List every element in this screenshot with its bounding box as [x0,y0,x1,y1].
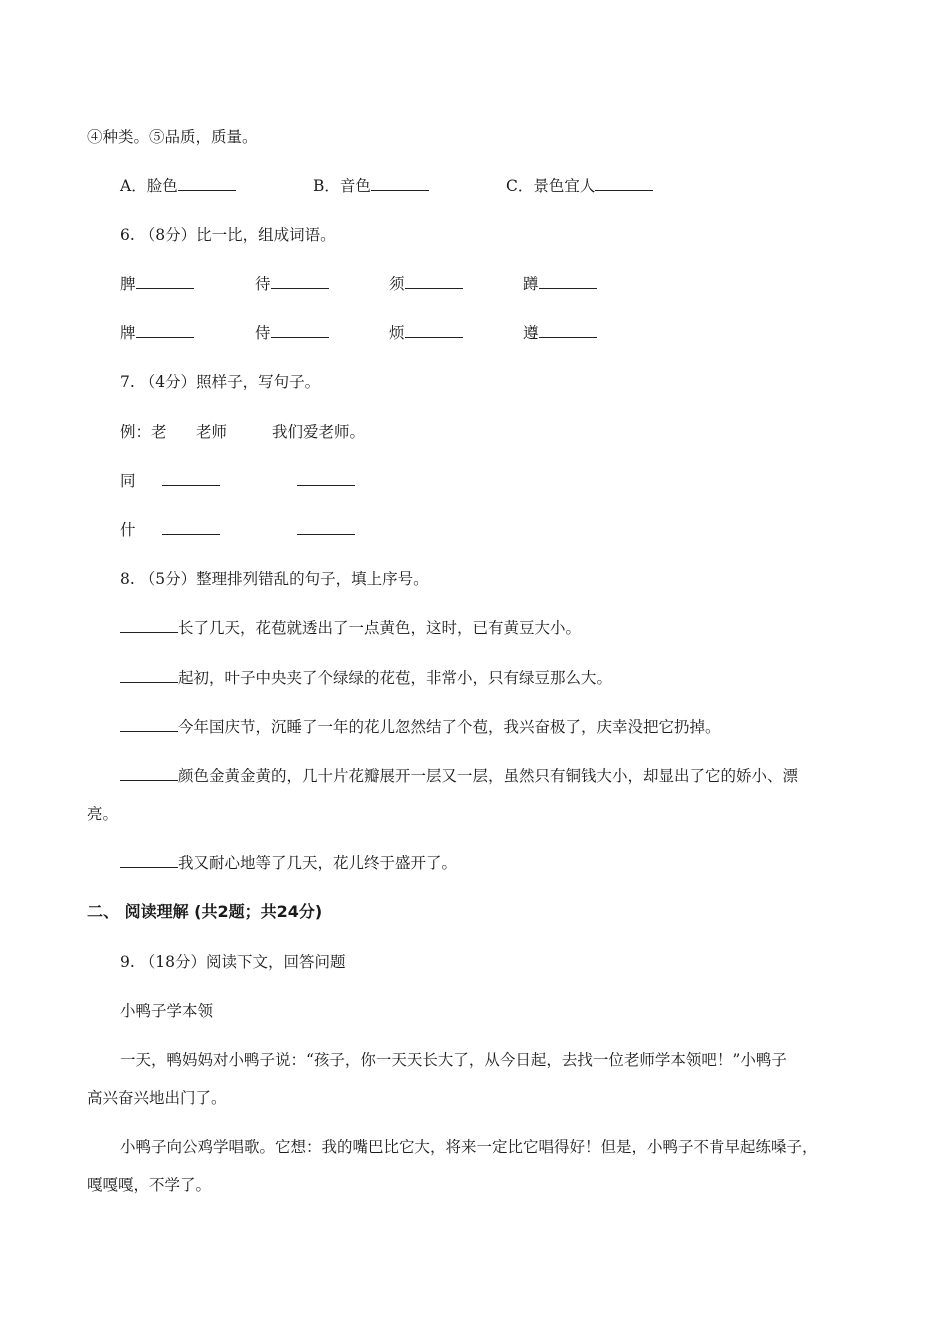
q8-sentence-text: 今年国庆节，沉睡了一年的花儿忽然结了个苞，我兴奋极了，庆幸没把它扔掉。 [178,718,721,736]
answer-blank[interactable] [271,274,329,289]
q8-sentence-continuation: 亮。 [87,805,119,823]
answer-blank[interactable] [297,520,355,535]
answer-blank[interactable] [539,323,597,338]
section-heading: 二、 阅读理解 (共2题；共24分) [87,902,323,921]
story-paragraph-2-cont: 嘎嘎嘎，不学了。 [87,1176,212,1194]
q8-sentence [120,716,721,738]
answer-blank[interactable] [595,176,653,191]
q6-char: 烦 [389,324,405,342]
q5-option-c-label: C．景色宜人 [506,177,596,195]
q6-row1-item [120,273,194,295]
q8-title: 8. （5分）整理排列错乱的句子，填上序号。 [120,570,429,588]
answer-blank[interactable] [136,274,194,289]
answer-blank[interactable] [371,176,429,191]
q5-option-a-label: A．脸色 [120,177,178,195]
answer-blank[interactable] [162,520,220,535]
story-paragraph-2: 小鸭子向公鸡学唱歌。它想：我的嘴巴比它大，将来一定比它唱得好！但是，小鸭子不肯早起练嗓子， [120,1138,818,1156]
q6-row2-item [523,322,597,344]
q8-sentence [120,765,798,787]
answer-blank[interactable] [120,766,178,781]
q5-option-c [506,175,653,197]
q6-char: 待 [255,275,271,293]
q5-option-a [120,175,236,197]
q7-char-1: 同 [120,472,136,490]
q6-row1-item [389,273,463,295]
answer-blank[interactable] [162,471,220,486]
q8-sentence-text: 起初，叶子中央夹了个绿绿的花苞，非常小，只有绿豆那么大。 [178,669,613,687]
q6-char: 牌 [120,324,136,342]
q8-sentence [120,852,457,874]
q6-title: 6. （8分）比一比，组成词语。 [120,226,336,244]
answer-blank[interactable] [178,176,236,191]
q6-row1-item [523,273,597,295]
q6-row2-item [389,322,463,344]
q6-char: 须 [389,275,405,293]
q8-sentence [120,617,581,639]
answer-blank[interactable] [120,618,178,633]
q7-example-word: 老师 [196,423,228,441]
answer-blank[interactable] [136,323,194,338]
answer-blank[interactable] [539,274,597,289]
answer-blank-wrap [297,519,355,541]
answer-blank[interactable] [271,323,329,338]
answer-blank[interactable] [120,717,178,732]
answer-blank[interactable] [120,853,178,868]
q8-sentence-text: 长了几天，花苞就透出了一点黄色，这时，已有黄豆大小。 [178,619,582,637]
answer-blank[interactable] [297,471,355,486]
q5-tail-text: ④种类。⑤品质，质量。 [87,128,258,146]
q6-char: 侍 [255,324,271,342]
answer-blank[interactable] [405,274,463,289]
story-title: 小鸭子学本领 [120,1002,214,1020]
q6-row1-item [255,273,329,295]
q8-sentence-text: 我又耐心地等了几天，花儿终于盛开了。 [178,854,458,872]
story-paragraph-1-cont: 高兴奋兴地出门了。 [87,1089,227,1107]
answer-blank-wrap [297,470,355,492]
q6-row2-item [120,322,194,344]
q8-sentence-text: 颜色金黄金黄的，几十片花瓣展开一层又一层，虽然只有铜钱大小，却显出了它的娇小、漂 [178,767,799,785]
q7-example-sentence: 我们爱老师。 [272,423,366,441]
answer-blank[interactable] [120,668,178,683]
q7-example-prefix: 例：老 [120,423,167,441]
q6-char: 蹲 [523,275,539,293]
q9-title: 9. （18分）阅读下文，回答问题 [120,953,346,971]
q6-char: 脾 [120,275,136,293]
q6-row2-item [255,322,329,344]
q8-sentence [120,667,612,689]
q6-char: 遵 [523,324,539,342]
story-paragraph-1: 一天，鸭妈妈对小鸭子说：“孩子，你一天天长大了，从今日起，去找一位老师学本领吧！”小鸭子 [120,1051,787,1069]
answer-blank[interactable] [405,323,463,338]
q5-option-b [313,175,429,197]
answer-blank-wrap [162,470,220,492]
q7-title: 7. （4分）照样子，写句子。 [120,373,321,391]
q5-option-b-label: B．音色 [313,177,371,195]
q7-char-2: 什 [120,521,136,539]
answer-blank-wrap [162,519,220,541]
